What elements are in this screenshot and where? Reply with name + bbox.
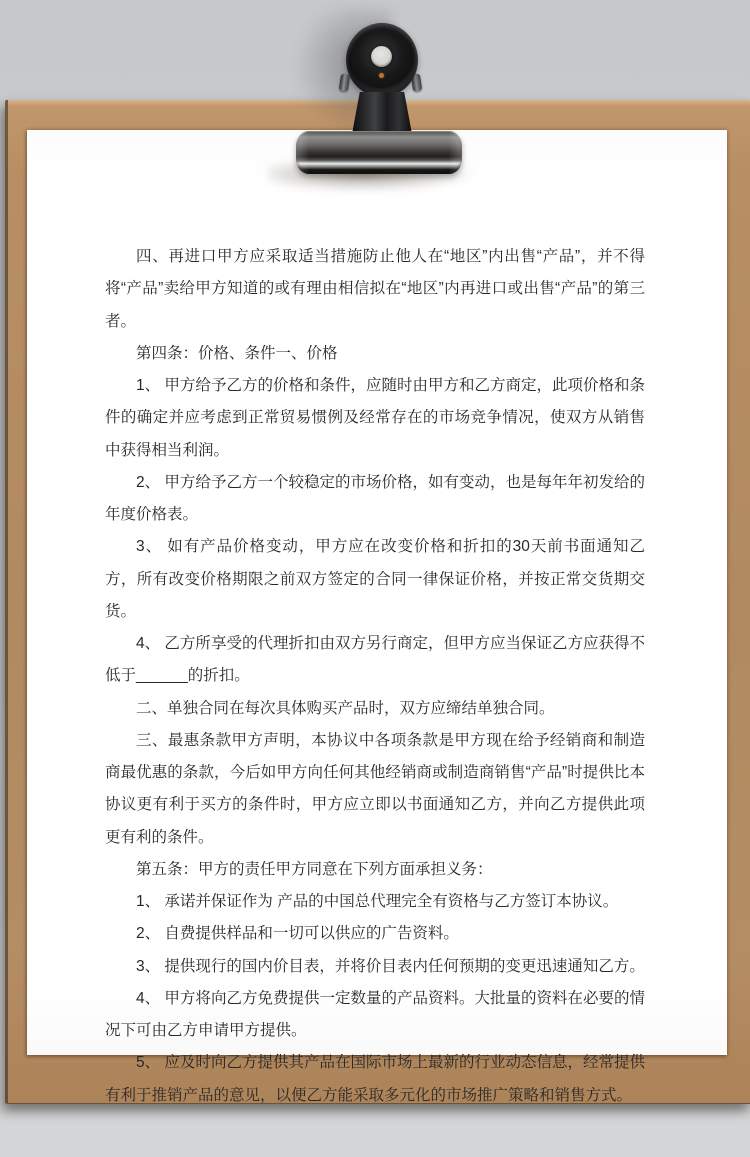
contract-paragraph: 第五条：甲方的责任甲方同意在下列方面承担义务： [136, 860, 493, 878]
contract-paper [27, 130, 727, 1104]
clip-glint-icon [379, 73, 384, 78]
binder-clip-ring-icon [346, 23, 418, 97]
contract-paragraph: 4、 乙方所享受的代理折扣由双方另行商定，但甲方应当保证乙方应获得不低于______的折扣。 [105, 635, 645, 685]
contract-paragraph: 5、 应及时向乙方提供其产品在国际市场上最新的行业动态信息，经常提供有利于推销产品的意见，以便乙方能采取多元化的市场推广策略和销售方式。 [105, 1054, 645, 1104]
contract-paragraph: 二、单独合同在每次具体购买产品时，双方应缔结单独合同。 [136, 699, 555, 717]
contract-paragraph: 3、 提供现行的国内价目表，并将价目表内任何预期的变更迅速通知乙方。 [136, 957, 645, 975]
binder-clip-bar-icon [296, 131, 462, 174]
contract-paragraph: 2、 自费提供样品和一切可以供应的广告资料。 [136, 925, 459, 943]
binder-clip-neck-icon [352, 92, 412, 134]
contract-paragraph: 四、再进口甲方应采取适当措施防止他人在“地区”内出售“产品”，并不得将“产品”卖给甲方知道的或有理由相信拟在“地区”内再进口或出售“产品”的第三者。 [105, 248, 645, 330]
contract-paragraph: 4、 甲方将向乙方免费提供一定数量的产品资料。大批量的资料在必要的情况下可由乙方申请甲方提供。 [105, 989, 645, 1039]
contract-paragraph: 三、最惠条款甲方声明，本协议中各项条款是甲方现在给予经销商和制造商最优惠的条款，今后如甲方向任何其他经销商或制造商销售“产品”时提供比本协议更有利于买方的条件时，甲方应立即以书面通知乙方，并向乙方提供此项更有利的条件。 [105, 731, 645, 846]
contract-text [105, 241, 645, 1112]
clip-ring-hole-icon [371, 46, 392, 67]
contract-paragraph: 2、 甲方给予乙方一个较稳定的市场价格，如有变动，也是每年年初发给的年度价格表。 [105, 473, 645, 523]
contract-paragraph: 3、 如有产品价格变动，甲方应在改变价格和折扣的30天前书面通知乙方，所有改变价格期限之前双方签定的合同一律保证价格，并按正常交货期交货。 [105, 538, 645, 620]
contract-paragraph: 1、 甲方给予乙方的价格和条件，应随时由甲方和乙方商定，此项价格和条件的确定并应考虑到正常贸易惯例及经常存在的市场竞争情况，使双方从销售中获得相当利润。 [105, 377, 645, 459]
contract-paragraph: 第四条：价格、条件一、价格 [136, 344, 338, 362]
contract-paragraph: 1、 承诺并保证作为 产品的中国总代理完全有资格与乙方签订本协议。 [136, 893, 619, 910]
